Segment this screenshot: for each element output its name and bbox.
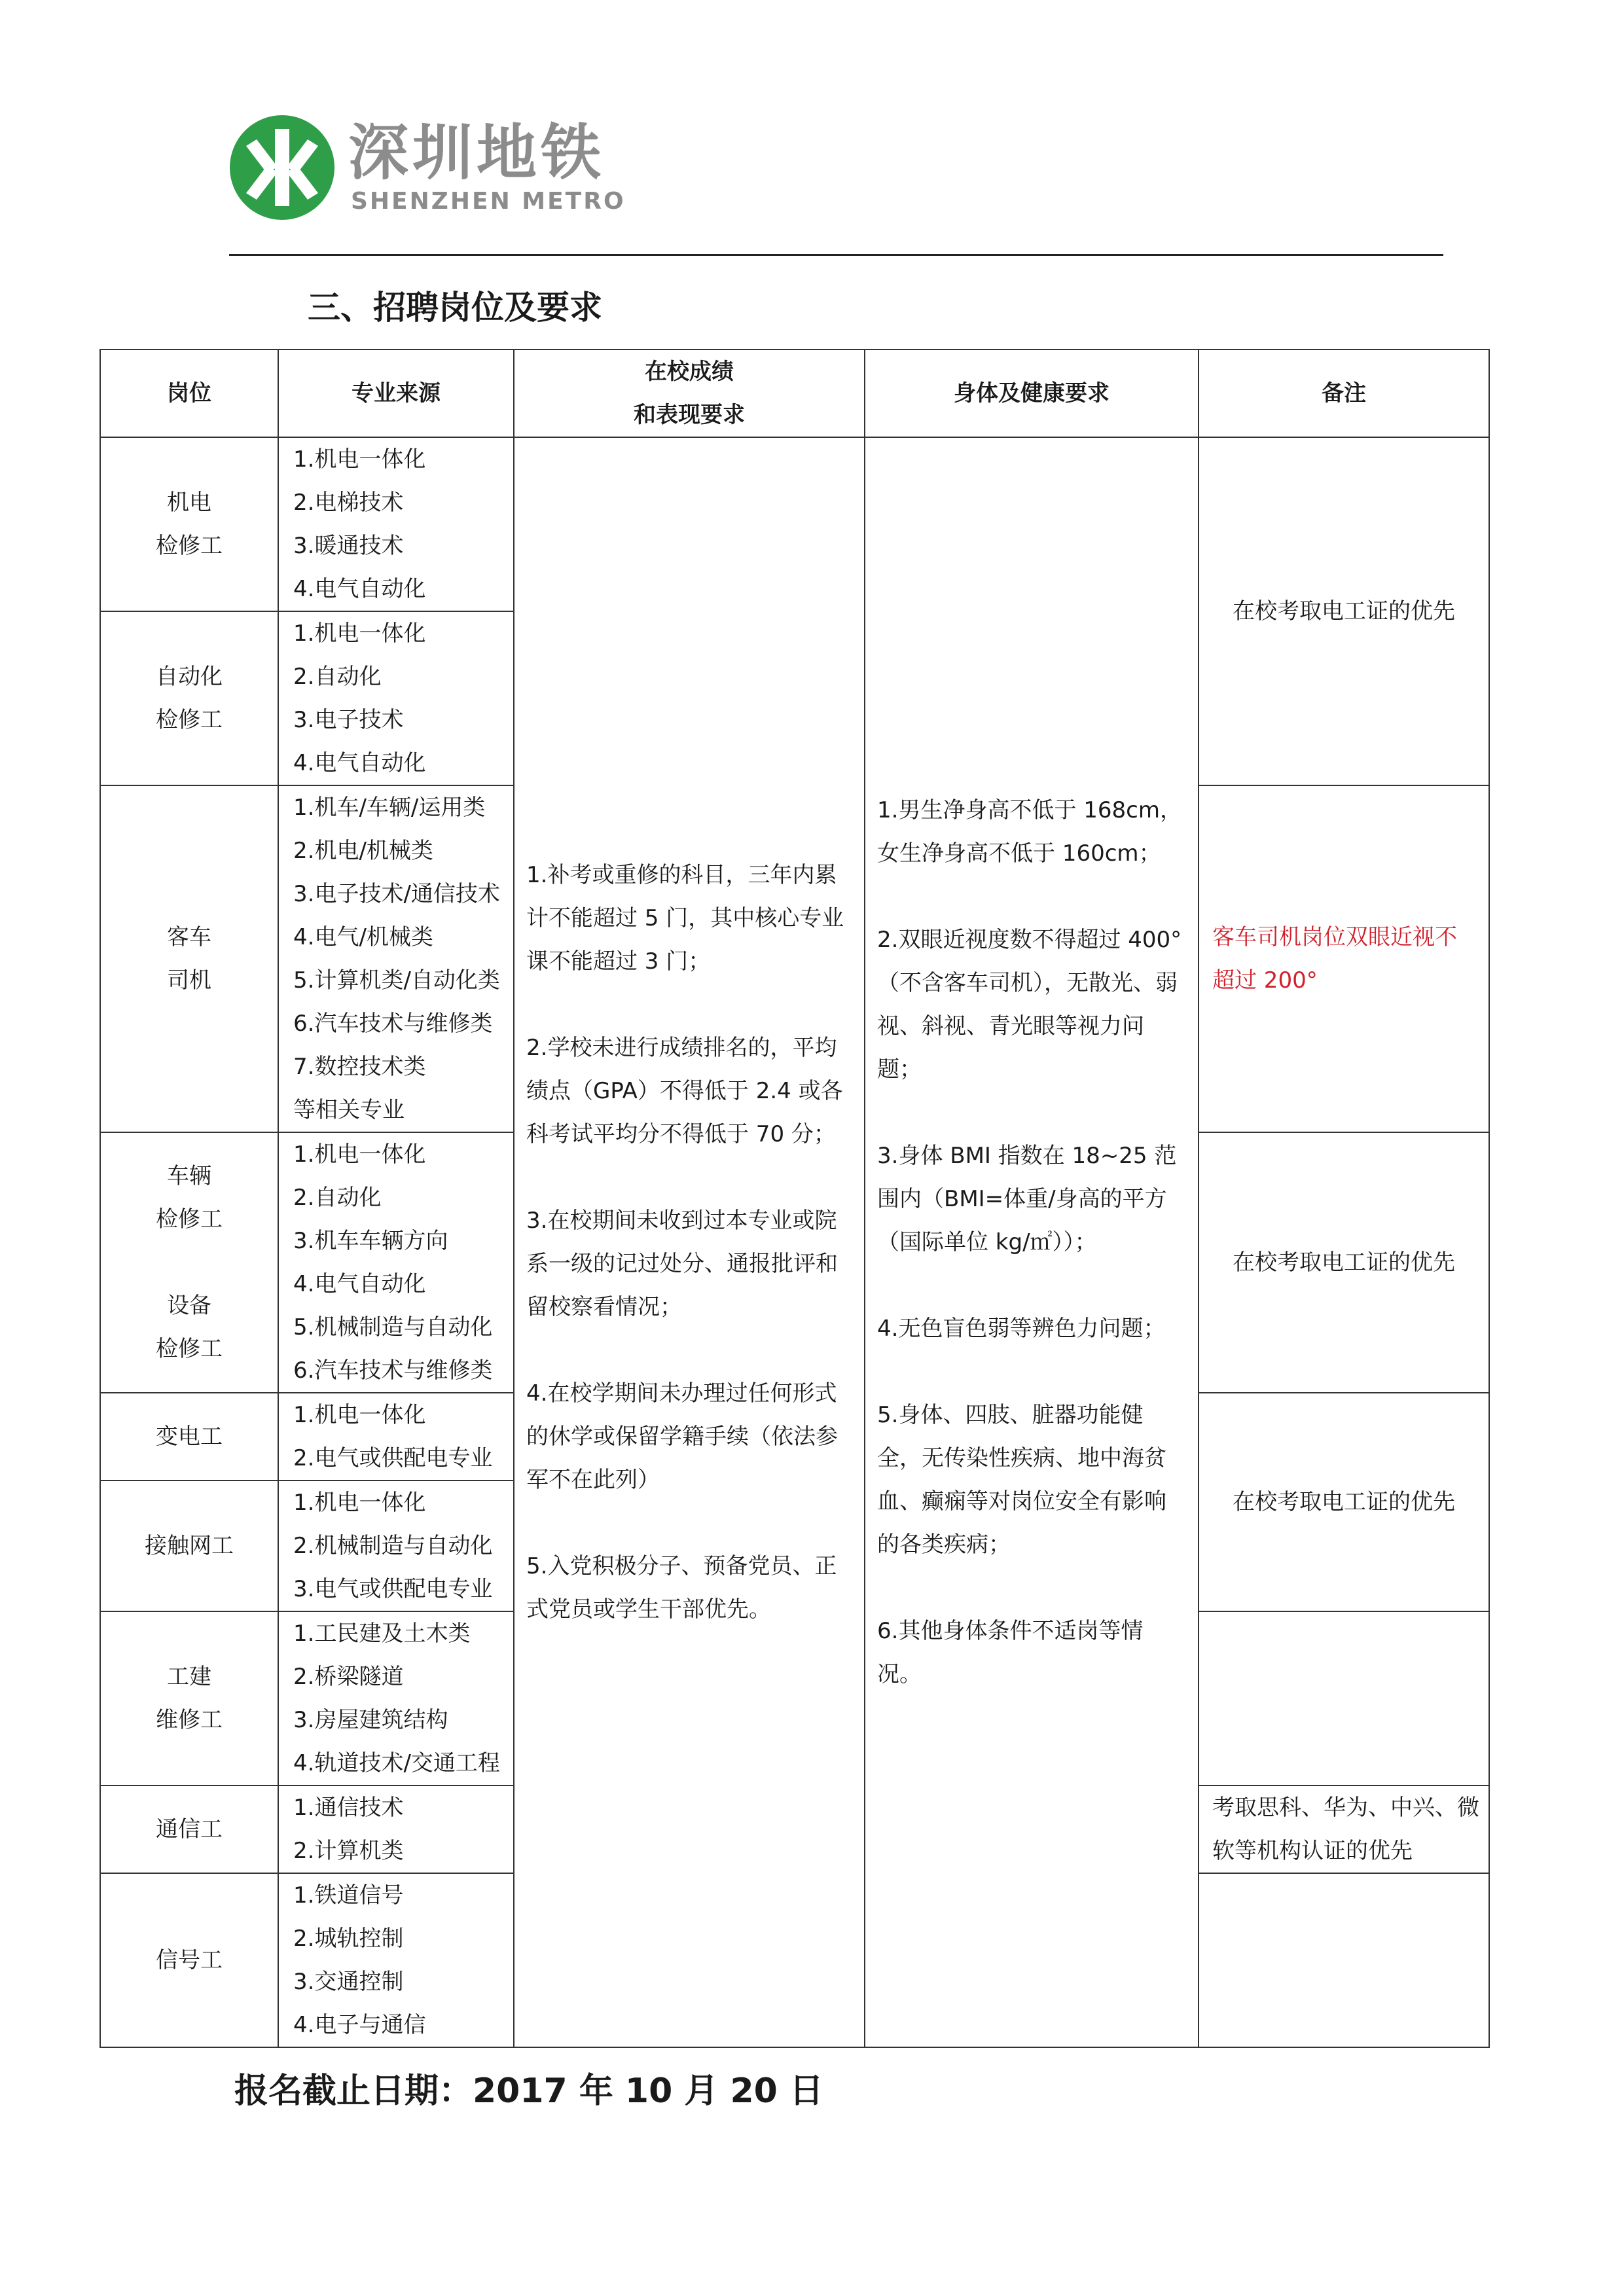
health-requirement-item: 1.男生净身高不低于 168cm，女生净身高不低于 160cm； (877, 797, 1182, 867)
metro-logo-icon (229, 115, 335, 221)
school-requirement-item: 4.在校学期间未办理过任何形式的休学或保留学籍手续（依法参军不在此列） (526, 1380, 838, 1493)
major-cell: 1.通信技术 2.计算机类 (278, 1785, 514, 1873)
school-requirements-cell (514, 437, 865, 2047)
position-cell: 变电工 (100, 1393, 278, 1480)
health-requirement-item: 3.身体 BMI 指数在 18~25 范围内（BMI=体重/身高的平方（国际单位 kg/㎡））； (877, 1143, 1177, 1255)
job-requirements-table (99, 349, 1490, 2048)
major-cell: 1.铁道信号 2.城轨控制 3.交通控制 4.电子与通信 (278, 1873, 514, 2047)
position-cell: 通信工 (100, 1785, 278, 1873)
school-requirement-item: 1.补考或重修的科目，三年内累计不能超过 5 门，其中核心专业课不能超过 3 门； (526, 862, 844, 975)
school-requirement-item: 3.在校期间未收到过本专业或院系一级的记过处分、通报批评和留校察看情况； (526, 1208, 838, 1320)
header-position: 岗位 (100, 350, 278, 437)
major-cell: 1.机电一体化 2.自动化 3.电子技术 4.电气自动化 (278, 611, 514, 785)
header-major: 专业来源 (278, 350, 514, 437)
major-cell: 1.机电一体化 2.机械制造与自动化 3.电气或供配电专业 (278, 1480, 514, 1611)
position-cell: 客车 司机 (100, 785, 278, 1132)
health-requirements-cell (865, 437, 1199, 2047)
header-remarks: 备注 (1199, 350, 1489, 437)
header-school-line1: 在校成绩 (645, 359, 734, 385)
company-logo (229, 115, 626, 226)
major-cell: 1.工民建及土木类 2.桥梁隧道 3.房屋建筑结构 4.轨道技术/交通工程 (278, 1611, 514, 1785)
logo-chinese-text: 深圳地铁 (348, 118, 605, 188)
health-requirement-item: 6.其他身体条件不适岗等情况。 (877, 1618, 1144, 1687)
position-cell: 接触网工 (100, 1480, 278, 1611)
table-header-row (100, 350, 1489, 437)
school-requirement-item: 5.入党积极分子、预备党员、正式党员或学生干部优先。 (526, 1553, 837, 1623)
header-school-line2: 和表现要求 (634, 402, 745, 428)
remark-cell-driver: 客车司机岗位双眼近视不 超过 200° (1199, 785, 1489, 1132)
header-divider (229, 254, 1443, 256)
remark-cell: 在校考取电工证的优先 (1199, 1393, 1489, 1611)
major-cell: 1.机电一体化 2.电气或供配电专业 (278, 1393, 514, 1480)
position-cell: 信号工 (100, 1873, 278, 2047)
header-health: 身体及健康要求 (865, 350, 1199, 437)
major-cell: 1.机电一体化 2.自动化 3.机车车辆方向 4.电气自动化 5.机械制造与自动化 6.汽车技术与维修类 (278, 1132, 514, 1393)
remark-cell-empty (1199, 1873, 1489, 2047)
header-school-performance (514, 350, 865, 437)
major-cell: 1.机车/车辆/运用类 2.机电/机械类 3.电子技术/通信技术 4.电气/机械类 5.计算机类/自动化类 6.汽车技术与维修类 7.数控技术类 等相关专业 (278, 785, 514, 1132)
remark-cell: 在校考取电工证的优先 (1199, 437, 1489, 785)
remark-cell-empty (1199, 1611, 1489, 1785)
position-cell: 车辆 检修工 设备 检修工 (100, 1132, 278, 1393)
remark-cell: 在校考取电工证的优先 (1199, 1132, 1489, 1393)
remark-cell-telecom: 考取思科、华为、中兴、微 软等机构认证的优先 (1199, 1785, 1489, 1873)
position-cell: 工建 维修工 (100, 1611, 278, 1785)
health-requirement-item: 4.无色盲色弱等辨色力问题； (877, 1316, 1166, 1342)
table-row (100, 437, 1489, 611)
section-title: 三、招聘岗位及要求 (308, 289, 602, 327)
application-deadline: 报名截止日期：2017 年 10 月 20 日 (234, 2072, 823, 2111)
health-requirement-item: 5.身体、四肢、脏器功能健全，无传染性疾病、地中海贫血、癫痫等对岗位安全有影响的各类疾病； (877, 1402, 1166, 1558)
major-cell: 1.机电一体化 2.电梯技术 3.暖通技术 4.电气自动化 (278, 437, 514, 611)
health-requirement-item: 2.双眼近视度数不得超过 400°（不含客车司机），无散光、弱视、斜视、青光眼等视力问题； (877, 927, 1182, 1083)
logo-english-text: SHENZHEN METRO (351, 188, 626, 215)
position-cell: 自动化 检修工 (100, 611, 278, 785)
school-requirement-item: 2.学校未进行成绩排名的，平均绩点（GPA）不得低于 2.4 或各科考试平均分不得低于 70 分； (526, 1035, 843, 1147)
position-cell: 机电 检修工 (100, 437, 278, 611)
